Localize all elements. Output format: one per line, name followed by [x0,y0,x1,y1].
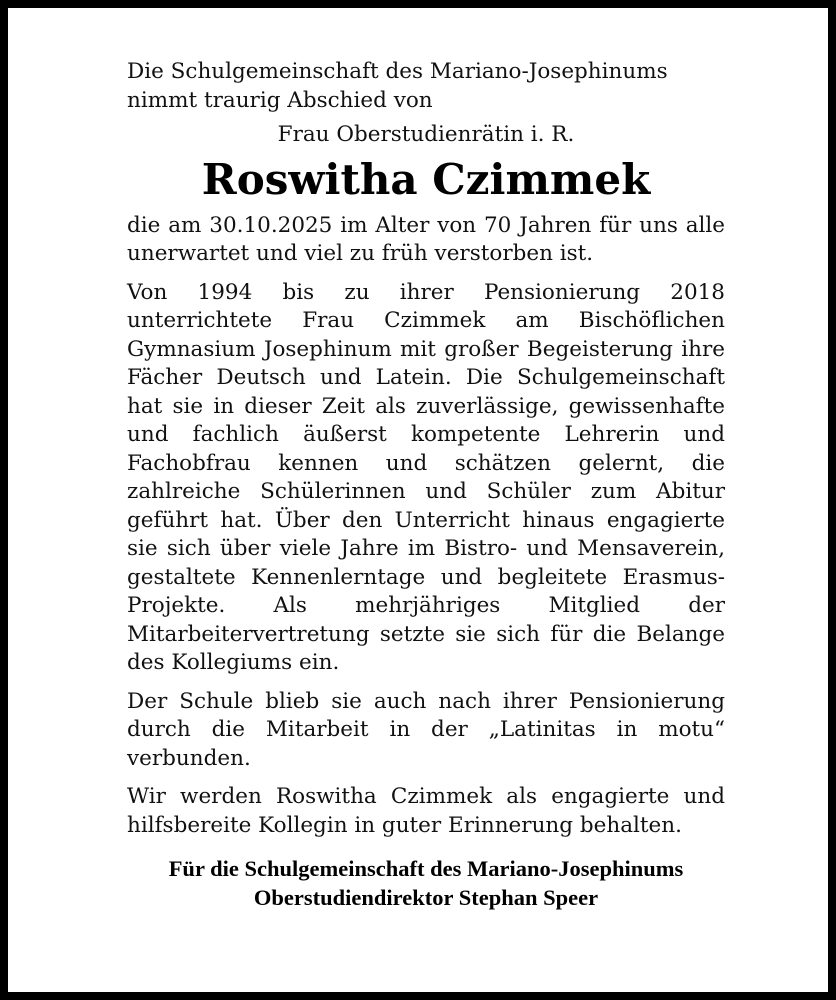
death-statement: die am 30.10.2025 im Alter von 70 Jahren für uns alle unerwartet und viel zu früh verstorben ist. [127,212,725,266]
remembrance-paragraph: Wir werden Roswitha Czimmek als engagierte und hilfsbereite Kollegin in guter Erinnerung behalten. [127,784,725,838]
intro-line-1: Die Schulgemeinschaft des Mariano-Josephinums [127,59,668,84]
career-paragraph: Von 1994 bis zu ihrer Pensionierung 2018 unterrichtete Frau Czimmek am Bischöflichen Gymnasium Josephinum mit großer Begeisterung ihre Fächer Deutsch und Latein. Die Schulgemeinschaft hat sie in dieser Zeit als zuverlässige, gewissenhafte und fachlich äußerst kompetente Lehrerin und Fachobfrau kennen und schätzen gelernt, die zahlreiche Schülerinnen und Schüler zum Abitur geführt hat. Über den Unterricht hinaus engagierte sie sich über viele Jahre im Bistro- und Mensaverein, gestaltete Kennenlerntage und begleitete Erasmus-Projekte. Als mehrjähriges Mitglied der Mitarbeitervertretung setzte sie sich für die Belange des Kollegiums ein. [127,279,725,675]
deceased-name: Roswitha Czimmek [201,154,651,204]
intro-text [127,58,725,115]
retirement-paragraph: Der Schule blieb sie auch nach ihrer Pensionierung durch die Mitarbeit in der „Latinitas in motu“ verbunden. [127,688,725,771]
obituary-content [127,58,725,912]
signature-line-2: Oberstudiendirektor Stephan Speer [253,885,599,910]
honorific-title: Frau Oberstudienrätin i. R. [277,122,575,147]
intro-line-2: nimmt traurig Abschied von [127,87,433,113]
signature-block [127,854,725,912]
signature-line-1: Für die Schulgemeinschaft des Mariano-Josephinums [168,856,684,881]
